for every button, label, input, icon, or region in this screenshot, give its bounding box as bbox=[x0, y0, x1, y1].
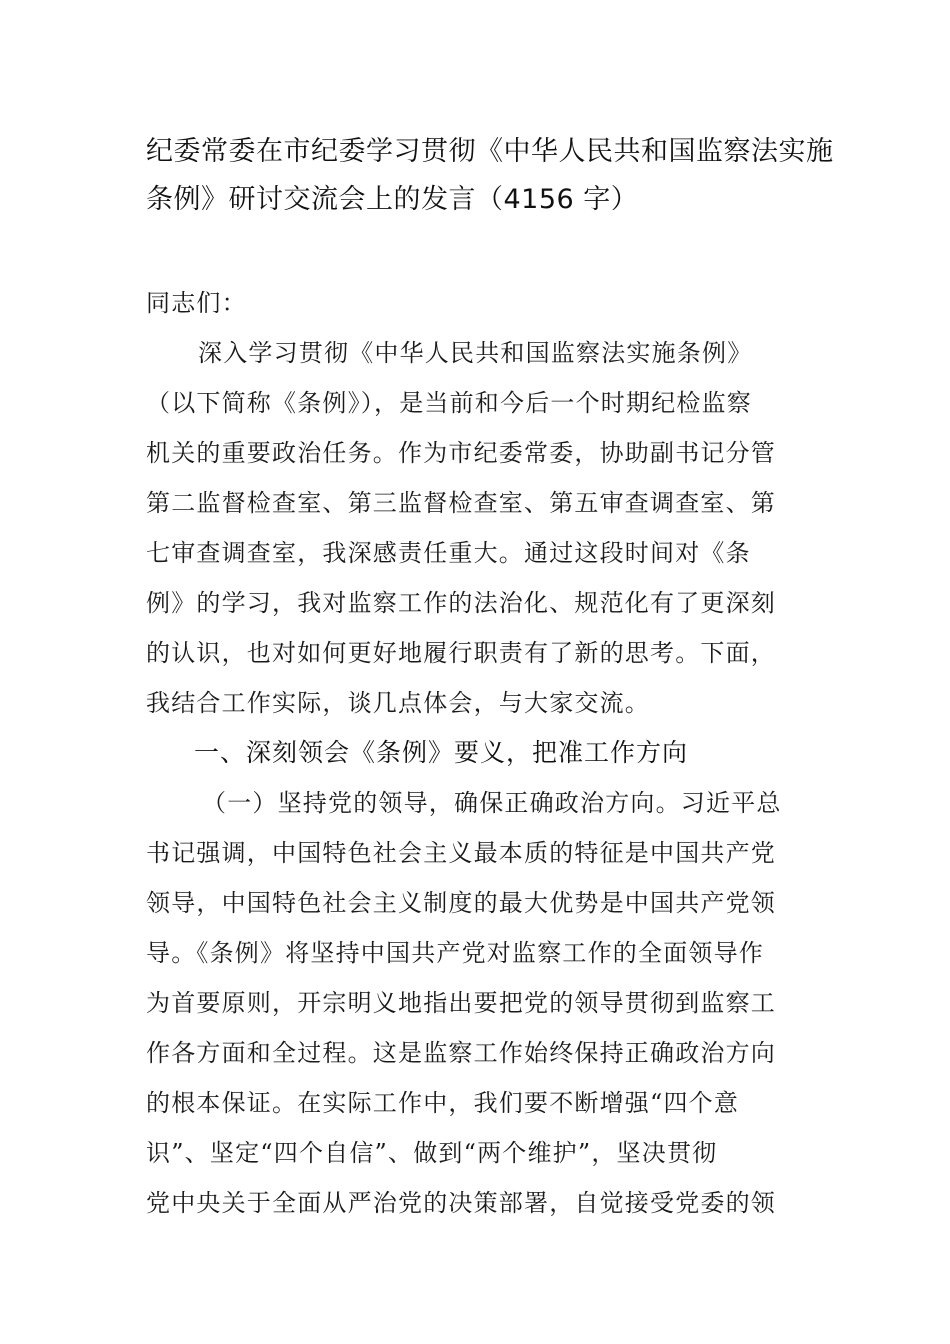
paragraph-line: 的根本保证。在实际工作中，我们要不断增强“四个意 bbox=[146, 1089, 740, 1117]
paragraph-line: 的认识，也对如何更好地履行职责有了新的思考。下面， bbox=[146, 639, 776, 667]
paragraph-line: 我结合工作实际，谈几点体会，与大家交流。 bbox=[146, 689, 650, 717]
paragraph-line: 领导，中国特色社会主义制度的最大优势是中国共产党领 bbox=[146, 889, 776, 917]
document-title bbox=[146, 128, 834, 224]
title-line: 纪委常委在市纪委学习贯彻《中华人民共和国监察法实施 bbox=[146, 136, 834, 167]
paragraph-line: 导。《条例》将坚持中国共产党对监察工作的全面领导作 bbox=[146, 939, 764, 967]
title-line: 条例》研讨交流会上的发言（4156 字） bbox=[146, 184, 639, 215]
paragraph-line: 书记强调，中国特色社会主义最本质的特征是中国共产党 bbox=[146, 839, 776, 867]
paragraph-line: 深入学习贯彻《中华人民共和国监察法实施条例》 bbox=[198, 339, 753, 367]
paragraph-section1-part1 bbox=[146, 778, 796, 1228]
paragraph-line: 第二监督检查室、第三监督检查室、第五审查调查室、第 bbox=[146, 489, 776, 517]
paragraph-line: 机关的重要政治任务。作为市纪委常委，协助副书记分管 bbox=[146, 439, 776, 467]
salutation: 同志们： bbox=[146, 289, 247, 317]
document-body bbox=[146, 278, 796, 1228]
paragraph-intro bbox=[146, 328, 796, 728]
paragraph-line: （以下简称《条例》），是当前和今后一个时期纪检监察 bbox=[146, 389, 752, 417]
paragraph-line: （一）坚持党的领导，确保正确政治方向。习近平总 bbox=[202, 789, 782, 817]
section-heading: 一、深刻领会《条例》要义，把准工作方向 bbox=[194, 738, 689, 767]
paragraph-line: 识”、坚定“四个自信”、做到“两个维护”，坚决贯彻 bbox=[146, 1139, 718, 1167]
paragraph-line: 党中央关于全面从严治党的决策部署，自觉接受党委的领 bbox=[146, 1189, 776, 1217]
paragraph-line: 例》的学习，我对监察工作的法治化、规范化有了更深刻 bbox=[146, 589, 776, 617]
paragraph-line: 为首要原则，开宗明义地指出要把党的领导贯彻到监察工 bbox=[146, 989, 776, 1017]
paragraph-line: 作各方面和全过程。这是监察工作始终保持正确政治方向 bbox=[146, 1039, 776, 1067]
paragraph-line: 七审查调查室，我深感责任重大。通过这段时间对《条 bbox=[146, 539, 751, 567]
